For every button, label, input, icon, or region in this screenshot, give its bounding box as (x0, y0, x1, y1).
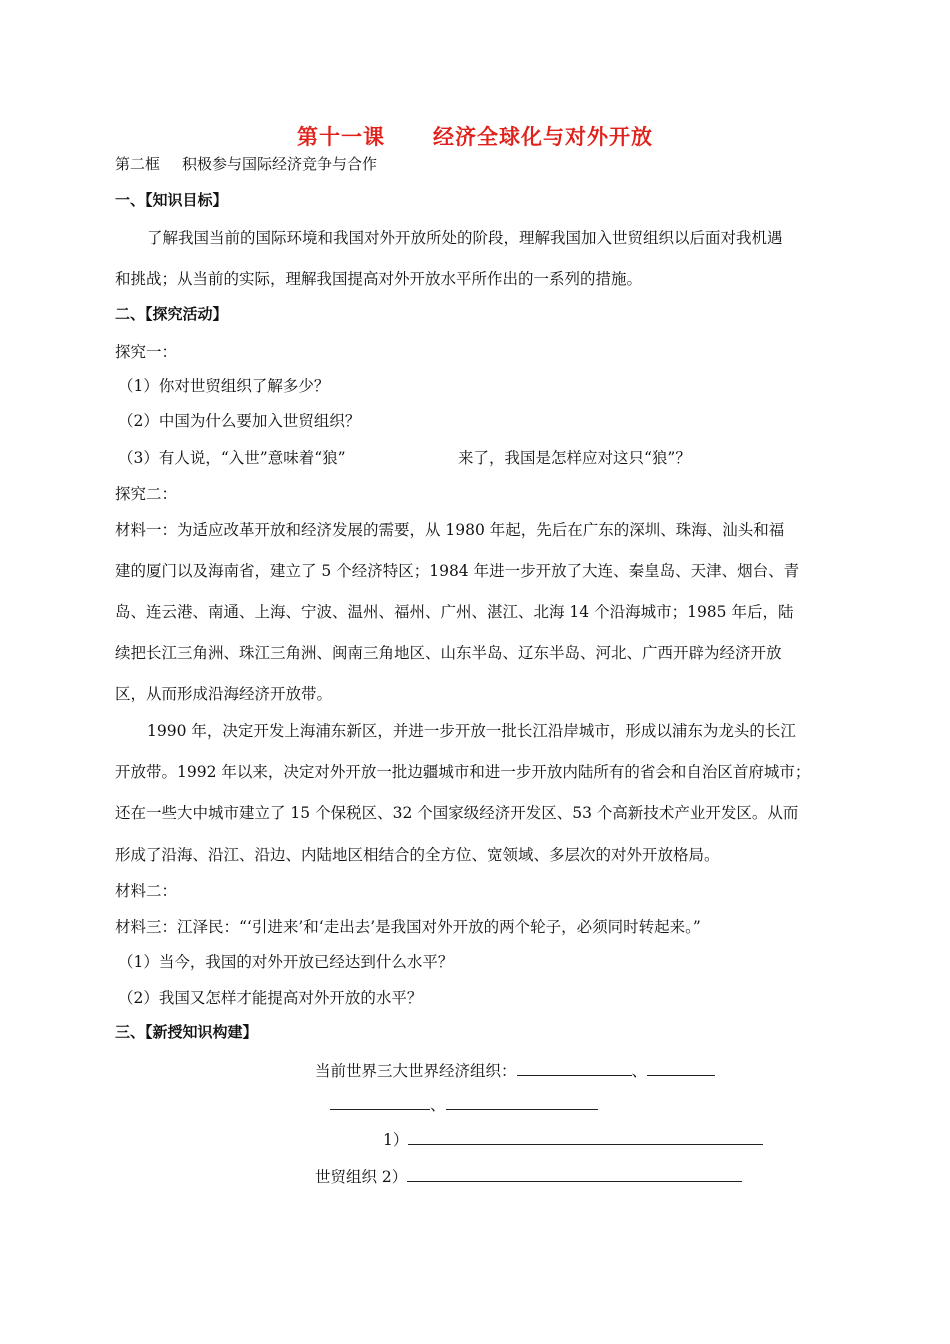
lesson-title: 经济全球化与对外开放 (433, 125, 653, 149)
org-blank-2[interactable] (647, 1061, 715, 1076)
frame-name: 积极参与国际经济竞争与合作 (182, 155, 378, 173)
goal-line-2: 和挑战；从当前的实际，理解我国提高对外开放水平所作出的一系列的措施。 (115, 270, 643, 288)
material2: 材料二： (115, 882, 178, 900)
material3: 材料三：江泽民：“‘引进来’和‘走出去’是我国对外开放的两个轮子，必须同时转起来。” (115, 918, 701, 936)
org-blank-4[interactable] (446, 1095, 598, 1110)
wto-item-2-label: 世贸组织 2） (315, 1168, 408, 1186)
org-blank-1[interactable] (517, 1061, 632, 1076)
page-title (0, 121, 950, 151)
material1-line-4: 续把长江三角洲、珠江三角洲、闽南三角地区、山东半岛、辽东半岛、河北、广西开辟为经济开放 (115, 644, 782, 662)
goal-line-1: 了解我国当前的国际环境和我国对外开放所处的阶段，理解我国加入世贸组织以后面对我机遇 (147, 229, 783, 247)
orgs-row-2 (330, 1093, 598, 1115)
material1b-line-1: 1990 年，决定开发上海浦东新区，并进一步开放一批长江沿岸城市，形成以浦东为龙头的长江 (147, 722, 796, 740)
material1-line-3: 岛、连云港、南通、上海、宁波、温州、福州、广州、湛江、北海 14 个沿海城市；1985 年后，陆 (115, 603, 794, 621)
separator: 、 (631, 1062, 648, 1080)
wto-item-1-label: 1） (383, 1131, 409, 1149)
inquiry2-label: 探究二： (115, 485, 178, 503)
material1-line-2: 建的厦门以及海南省，建立了 5 个经济特区；1984 年进一步开放了大连、秦皇岛、天津、烟台、青 (115, 562, 800, 580)
inquiry1-q3-part1: （3）有人说，“入世”意味着“狼” (118, 449, 346, 467)
material1b-line-3: 还在一些大中城市建立了 15 个保税区、32 个国家级经济开发区、53 个高新技术产业开发区。从而 (115, 804, 799, 822)
section1-heading: 一、【知识目标】 (115, 191, 228, 209)
wto-item-1 (383, 1128, 763, 1150)
inquiry1-label: 探究一： (115, 343, 178, 361)
inquiry1-q3-part2: 来了，我国是怎样应对这只“狼”？ (458, 449, 691, 467)
org-blank-3[interactable] (330, 1095, 430, 1110)
inquiry1-q2: （2）中国为什么要加入世贸组织？ (118, 412, 361, 430)
wto-blank-2[interactable] (407, 1167, 742, 1182)
material1-line-1: 材料一：为适应改革开放和经济发展的需要，从 1980 年起，先后在广东的深圳、珠海、汕头和福 (115, 521, 785, 539)
material1b-line-4: 形成了沿海、沿江、沿边、内陆地区相结合的全方位、宽领域、多层次的对外开放格局。 (115, 846, 720, 864)
wto-blank-1[interactable] (408, 1130, 763, 1145)
material1b-line-2: 开放带。1992 年以来，决定对外开放一批边疆城市和进一步开放内陆所有的省会和自治区首府城市； (115, 763, 811, 781)
orgs-label: 当前世界三大世界经济组织： (315, 1062, 517, 1080)
material1-line-5: 区，从而形成沿海经济开放带。 (115, 685, 333, 703)
lesson-number: 第十一课 (297, 125, 385, 149)
section2-heading: 二、【探究活动】 (115, 305, 228, 323)
wto-item-2 (315, 1165, 742, 1187)
orgs-row-1 (315, 1059, 715, 1081)
subtitle (115, 153, 377, 174)
inquiry2-q1: （1）当今，我国的对外开放已经达到什么水平？ (118, 953, 454, 971)
separator: 、 (430, 1096, 446, 1114)
inquiry2-q2: （2）我国又怎样才能提高对外开放的水平？ (118, 989, 423, 1007)
inquiry1-q1: （1）你对世贸组织了解多少？ (118, 377, 330, 395)
section3-heading: 三、【新授知识构建】 (115, 1023, 258, 1041)
frame-label: 第二框 (115, 155, 161, 173)
